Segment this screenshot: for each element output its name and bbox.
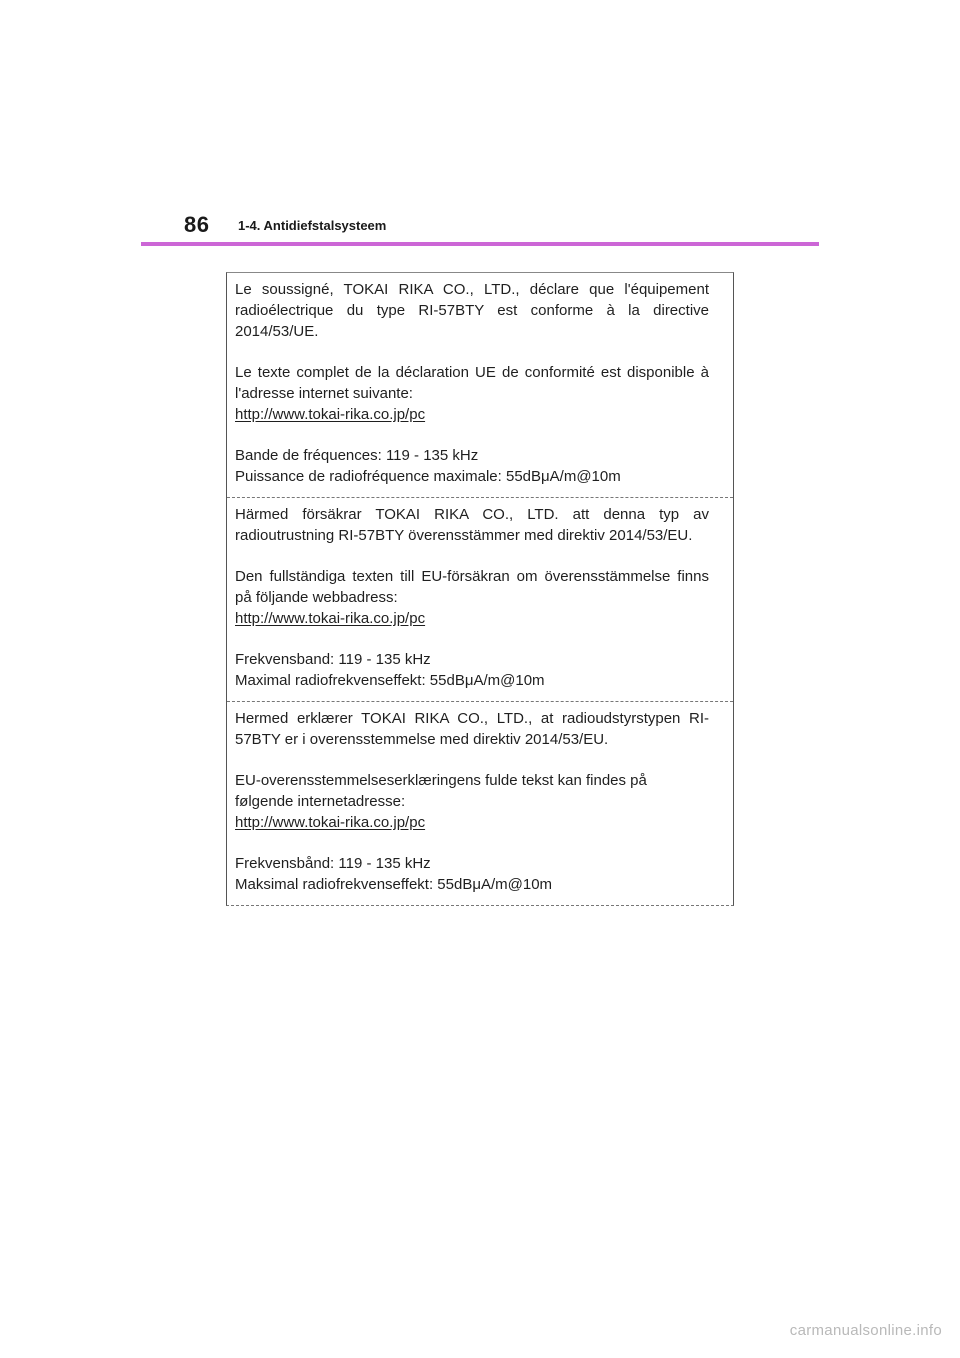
declaration-statement: Hermed erklærer TOKAI RIKA CO., LTD., at radioudstyrstypen RI-57BTY er i overensstemmelse med direktiv 2014/53/EU. <box>235 710 709 748</box>
max-power: Maksimal radiofrekvenseffekt: 55dBμA/m@10m <box>235 876 553 893</box>
declaration-url-link[interactable]: http://www.tokai-rika.co.jp/pc <box>235 406 426 423</box>
declaration-availability-line1: EU-overensstemmelseserklæringens fulde tekst kan findes på <box>235 772 647 789</box>
declaration-block-french <box>227 273 733 498</box>
section-title: 1-4. Antidiefstalsysteem <box>238 218 387 233</box>
max-power: Maximal radiofrekvenseffekt: 55dBμA/m@10m <box>235 672 545 689</box>
declaration-availability: Le texte complet de la déclaration UE de conformité est disponible à l'adresse internet suivante: <box>235 364 709 402</box>
max-power: Puissance de radiofréquence maximale: 55dBμA/m@10m <box>235 468 621 485</box>
declaration-statement: Härmed försäkrar TOKAI RIKA CO., LTD. att denna typ av radioutrustning RI-57BTY överensstämmer med direktiv 2014/53/EU. <box>235 506 709 544</box>
declaration-availability: Den fullständiga texten till EU-försäkran om överensstämmelse finns på följande webbadress: <box>235 568 709 606</box>
header-rule <box>141 242 819 246</box>
frequency-band: Frekvensband: 119 - 135 kHz <box>235 651 431 668</box>
frequency-band: Bande de fréquences: 119 - 135 kHz <box>235 447 479 464</box>
frequency-band: Frekvensbånd: 119 - 135 kHz <box>235 855 431 872</box>
page-header <box>0 0 960 250</box>
site-watermark: carmanualsonline.info <box>789 1322 942 1339</box>
declaration-box <box>226 272 734 906</box>
declaration-statement: Le soussigné, TOKAI RIKA CO., LTD., déclare que l'équipement radioélectrique du type RI-57BTY est conforme à la directive 2014/53/UE. <box>235 281 709 340</box>
declaration-block-swedish <box>227 498 733 702</box>
declaration-availability-line2: følgende internetadresse: <box>235 793 406 810</box>
declaration-url-link[interactable]: http://www.tokai-rika.co.jp/pc <box>235 814 426 831</box>
declaration-url-link[interactable]: http://www.tokai-rika.co.jp/pc <box>235 610 426 627</box>
page-number: 86 <box>184 212 210 237</box>
declaration-block-danish <box>227 702 733 905</box>
